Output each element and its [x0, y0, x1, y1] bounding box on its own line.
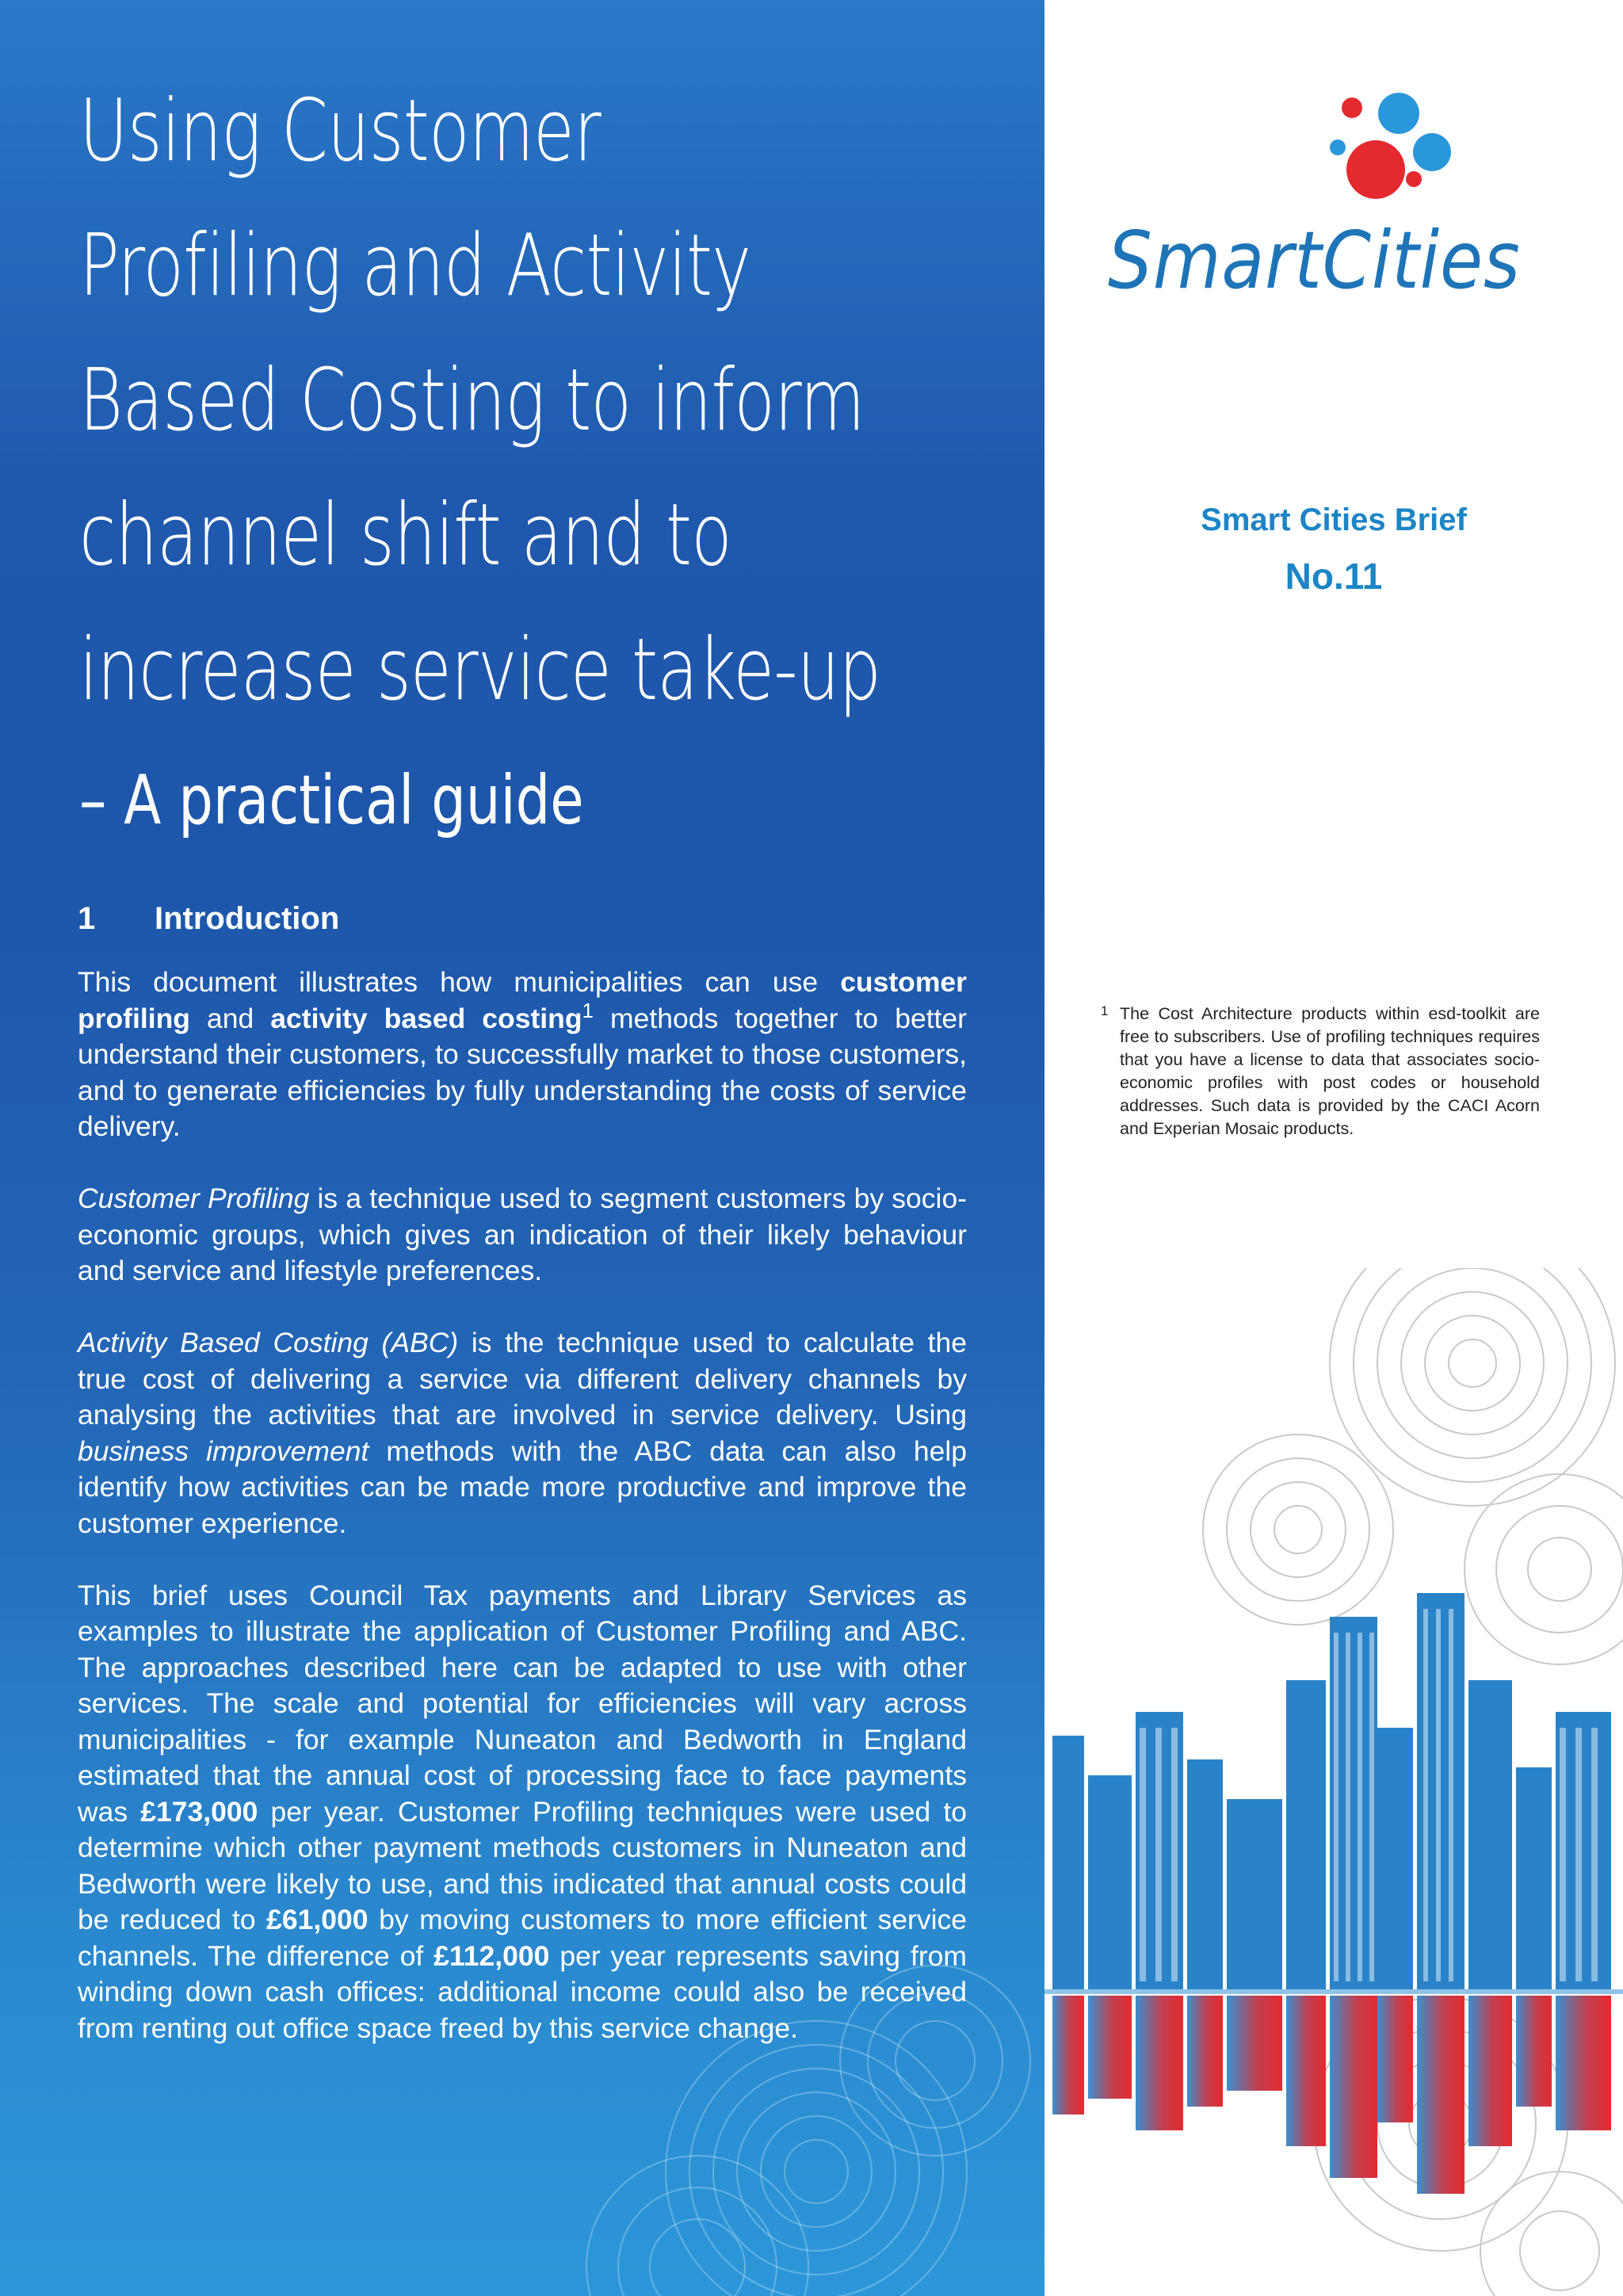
title-line-1: Using Customer [79, 82, 601, 181]
section-title: Introduction [155, 901, 340, 936]
subtitle: – A practical guide [79, 761, 584, 840]
title-line-2: Profiling and Activity [79, 216, 751, 315]
introduction-body [78, 965, 967, 2083]
paragraph-1: This document illustrates how municipalities can use customer profiling and activity based costing$^1$ methods together to better understand their customers, to successfully market to those customers, and to generate efficiencies by fully understanding the costs of service delivery. [78, 966, 967, 1142]
footnote-text: The Cost Architecture products within esd-toolkit are free to subscribers. Use of profiling techniques requires that you have a license to data that associates socio-economic profiles with post codes or household addresses. Such data is provided by the CACI Acorn and Experian Mosaic products. [1120, 1004, 1540, 1138]
section-heading [78, 901, 339, 937]
paragraph-4: This brief uses Council Tax payments and Library Services as examples to illustrate the application of Customer Profiling and ABC. The approaches described here can be adapted to use with other services. The scale and potential for efficiencies will vary across municipalities - for example Nuneaton and Bedworth in England estimated that the annual cost of processing face to face payments was £173,000 per year. Customer Profiling techniques were used to determine which other payment methods customers in Nuneaton and Bedworth were likely to use, and this indicated that annual costs could be reduced to £61,000 by moving customers to more efficient service channels. The difference of £112,000 per year represents saving from winding down cash offices: additional income could also be received from renting out office space freed by this service change. [78, 1579, 968, 2044]
title-line-3: Based Costing to inform [79, 351, 865, 450]
brief-label: Smart Cities Brief [1201, 502, 1467, 537]
footnote-ref: 1 [582, 998, 594, 1022]
city-skyline-illustration [1044, 1268, 1623, 2296]
title-line-4: channel shift and to [79, 486, 732, 585]
paragraph-3: Activity Based Costing (ABC) is the technique used to calculate the true cost of delivering a service via different delivery channels by analysing the activities that are involved in service delivery. Using business improvement methods with the ABC data can also help identify how activities can be made more productive and improve the customer experience. [78, 1327, 967, 1539]
logo-text: SmartCities [1108, 214, 1521, 307]
section-number: 1 [78, 901, 96, 936]
brief-number: No.11 [1285, 556, 1383, 597]
paragraph-2: Customer Profiling is a technique used to segment customers by socio-economic groups, which gives an indication of their likely behaviour and service and lifestyle preferences. [78, 1182, 968, 1286]
logo-dots-icon [1108, 87, 1568, 214]
smartcities-logo [1108, 87, 1568, 309]
title-line-5: increase service take-up [79, 621, 881, 720]
footnote [1101, 1003, 1540, 1140]
footnote-mark: 1 [1101, 1003, 1109, 1018]
